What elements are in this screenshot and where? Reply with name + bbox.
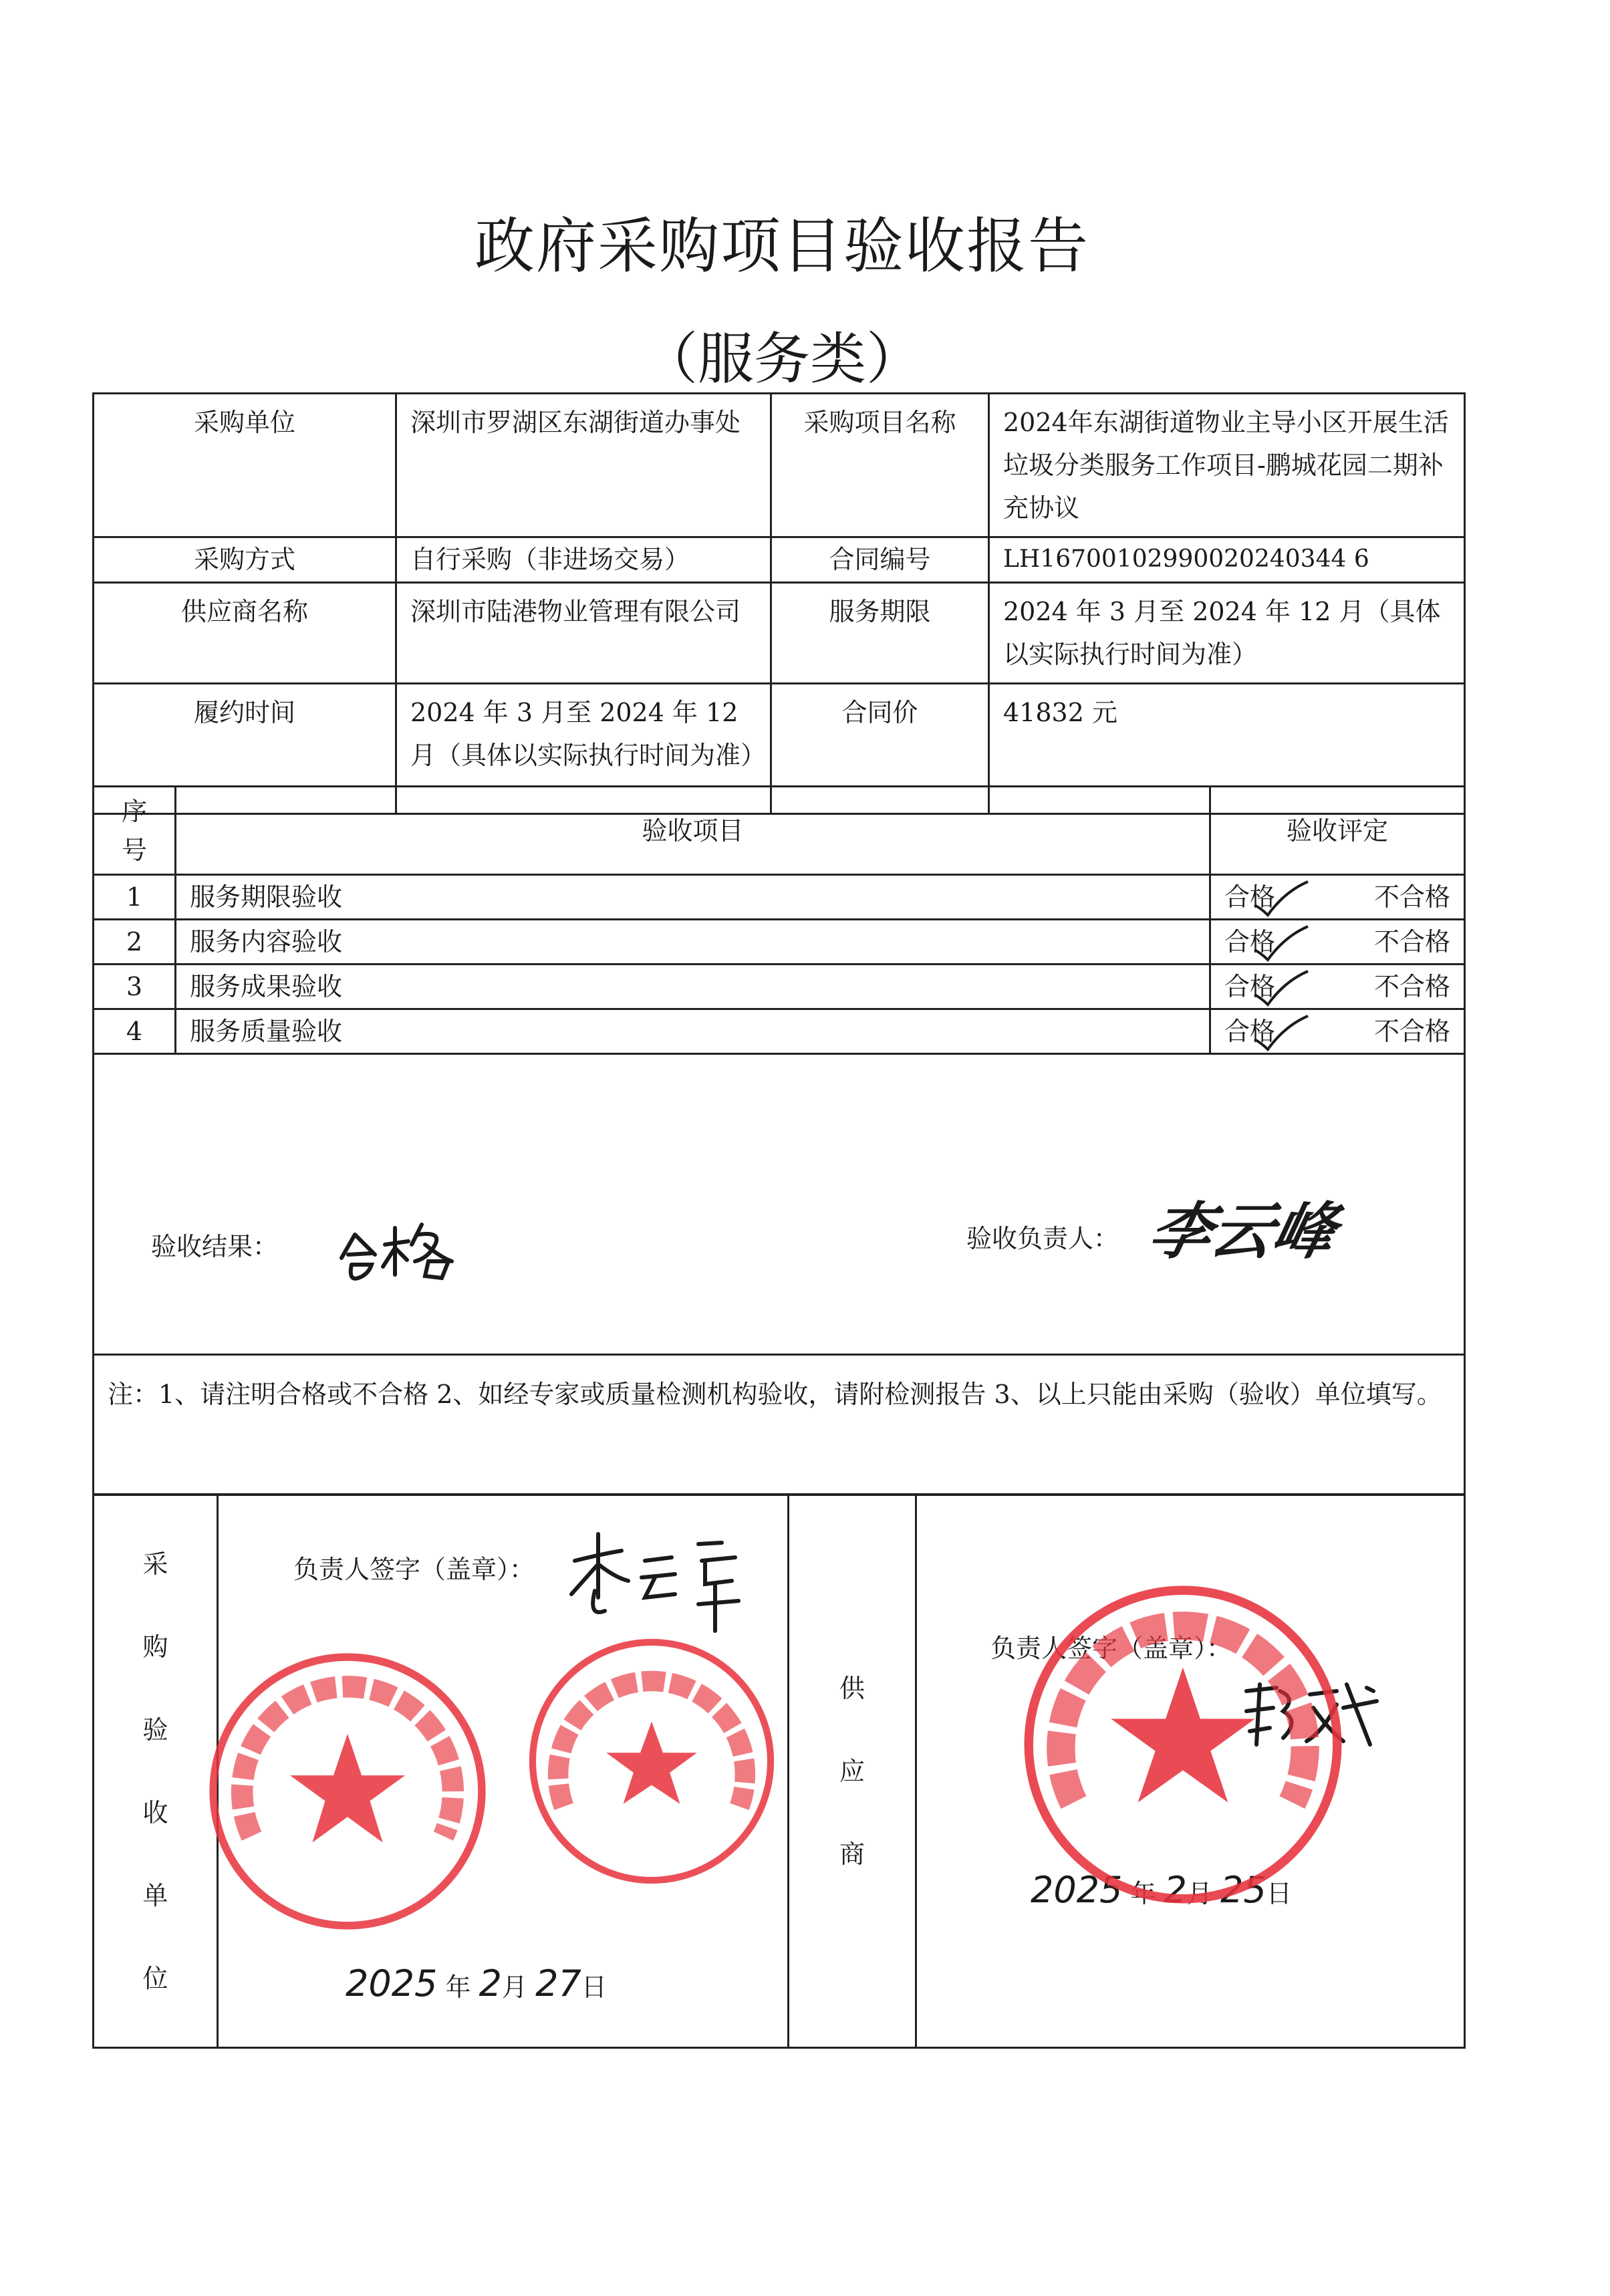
page-subtitle: （服务类）: [641, 326, 922, 392]
result-handwriting: [335, 1208, 522, 1288]
row-no: 2: [94, 920, 176, 965]
purchaser-date: [346, 1964, 607, 2007]
date-year: 2025: [1031, 1869, 1123, 1911]
method-value: 自行采购（非进场交易）: [396, 537, 771, 583]
checkmark-icon: [1251, 878, 1311, 918]
purchaser-label: 采购单位: [94, 394, 396, 537]
performance-time-value: 2024 年 3 月至 2024 年 12 月（具体以实际执行时间为准）: [396, 684, 771, 814]
pass-option[interactable]: 合格: [1224, 972, 1276, 1001]
checklist-row: [94, 875, 1465, 920]
supplier-value: 深圳市陆港物业管理有限公司: [396, 583, 771, 684]
date-month: 2: [1164, 1869, 1187, 1911]
day-unit: 日: [581, 1972, 607, 2002]
vertical-char: 商: [839, 1839, 865, 1869]
service-period-label: 服务期限: [771, 583, 989, 684]
vertical-char: 位: [142, 1964, 168, 1993]
supplier-sign-label: 负责人签字（盖章）：: [990, 1634, 1232, 1663]
checklist-row: [94, 965, 1465, 1009]
col-eval-header: 验收评定: [1210, 787, 1465, 875]
row-eval: [1210, 1009, 1465, 1054]
checklist-row: [94, 1009, 1465, 1054]
vertical-char: 购: [142, 1632, 168, 1662]
fail-option[interactable]: 不合格: [1373, 882, 1450, 912]
purchaser-value: 深圳市罗湖区东湖街道办事处: [396, 394, 771, 537]
vertical-char: 应: [839, 1757, 865, 1786]
purchaser-signature: [561, 1524, 762, 1638]
date-month: 2: [479, 1962, 502, 2005]
signature-table: [92, 1494, 1466, 2049]
row-item: 服务成果验收: [176, 965, 1210, 1009]
pass-option[interactable]: 合格: [1224, 927, 1276, 956]
year-unit: 年: [1130, 1879, 1156, 1908]
responsible-signature: 李云峰: [1142, 1195, 1343, 1267]
col-no-header: 序号: [94, 787, 176, 875]
fail-option[interactable]: 不合格: [1373, 1017, 1450, 1046]
supplier-label: 供应商名称: [94, 583, 396, 684]
date-year: 2025: [346, 1962, 438, 2005]
date-day: 25: [1220, 1869, 1266, 1911]
checkmark-icon: [1251, 968, 1311, 1008]
performance-time-label: 履约时间: [94, 684, 396, 814]
purchaser-vertical-label: [94, 1495, 218, 2048]
supplier-date: [1031, 1870, 1292, 1914]
vertical-char: 收: [142, 1798, 168, 1827]
month-unit: 月: [1187, 1879, 1213, 1908]
row-item: 服务期限验收: [176, 875, 1210, 920]
row-item: 服务内容验收: [176, 920, 1210, 965]
vertical-char: 供: [839, 1674, 865, 1703]
info-table: [92, 392, 1466, 815]
pass-option[interactable]: 合格: [1224, 1017, 1276, 1046]
contract-no-label: 合同编号: [771, 537, 989, 583]
project-name-value: 2024年东湖街道物业主导小区开展生活垃圾分类服务工作项目-鹏城花园二期补充协议: [989, 394, 1465, 537]
contract-no-value: LH16700102990020240344 6: [989, 537, 1465, 583]
row-no: 1: [94, 875, 176, 920]
fail-option[interactable]: 不合格: [1373, 927, 1450, 956]
supplier-sign-cell: [916, 1495, 1465, 2048]
fail-option[interactable]: 不合格: [1373, 972, 1450, 1001]
contract-price-label: 合同价: [771, 684, 989, 814]
row-item: 服务质量验收: [176, 1009, 1210, 1054]
vertical-char: 采: [142, 1549, 168, 1579]
method-label: 采购方式: [94, 537, 396, 583]
row-no: 4: [94, 1009, 176, 1054]
note-block: [92, 1356, 1466, 1495]
contract-price-value: 41832 元: [989, 684, 1465, 814]
row-eval: [1210, 920, 1465, 965]
row-no: 3: [94, 965, 176, 1009]
pass-option[interactable]: 合格: [1224, 882, 1276, 912]
vertical-char: 验: [142, 1715, 168, 1745]
row-eval: [1210, 965, 1465, 1009]
date-day: 27: [535, 1962, 581, 2005]
project-name-label: 采购项目名称: [771, 394, 989, 537]
day-unit: 日: [1266, 1879, 1292, 1908]
row-eval: [1210, 875, 1465, 920]
vertical-char: 单: [142, 1881, 168, 1910]
page-title: 政府采购项目验收报告: [475, 211, 1089, 281]
supplier-vertical-label: [789, 1495, 916, 2048]
checkmark-icon: [1251, 923, 1311, 963]
responsible-label: 验收负责人：: [966, 1224, 1119, 1253]
supplier-signature: [1236, 1671, 1383, 1758]
result-block: [92, 1051, 1466, 1356]
checkmark-icon: [1251, 1013, 1311, 1053]
service-period-value: 2024 年 3 月至 2024 年 12 月（具体以实际执行时间为准）: [989, 583, 1465, 684]
year-unit: 年: [445, 1972, 471, 2002]
col-item-header: 验收项目: [176, 787, 1210, 875]
result-label: 验收结果：: [151, 1232, 279, 1261]
note-text: 注：1、请注明合格或不合格 2、如经专家或质量检测机构验收，请附检测报告 3、以上只能由采购（验收）单位填写。: [108, 1380, 1442, 1409]
checklist-table: [92, 785, 1466, 1055]
checklist-row: [94, 920, 1465, 965]
purchaser-sign-label: 负责人签字（盖章）：: [293, 1555, 535, 1584]
month-unit: 月: [502, 1972, 528, 2002]
